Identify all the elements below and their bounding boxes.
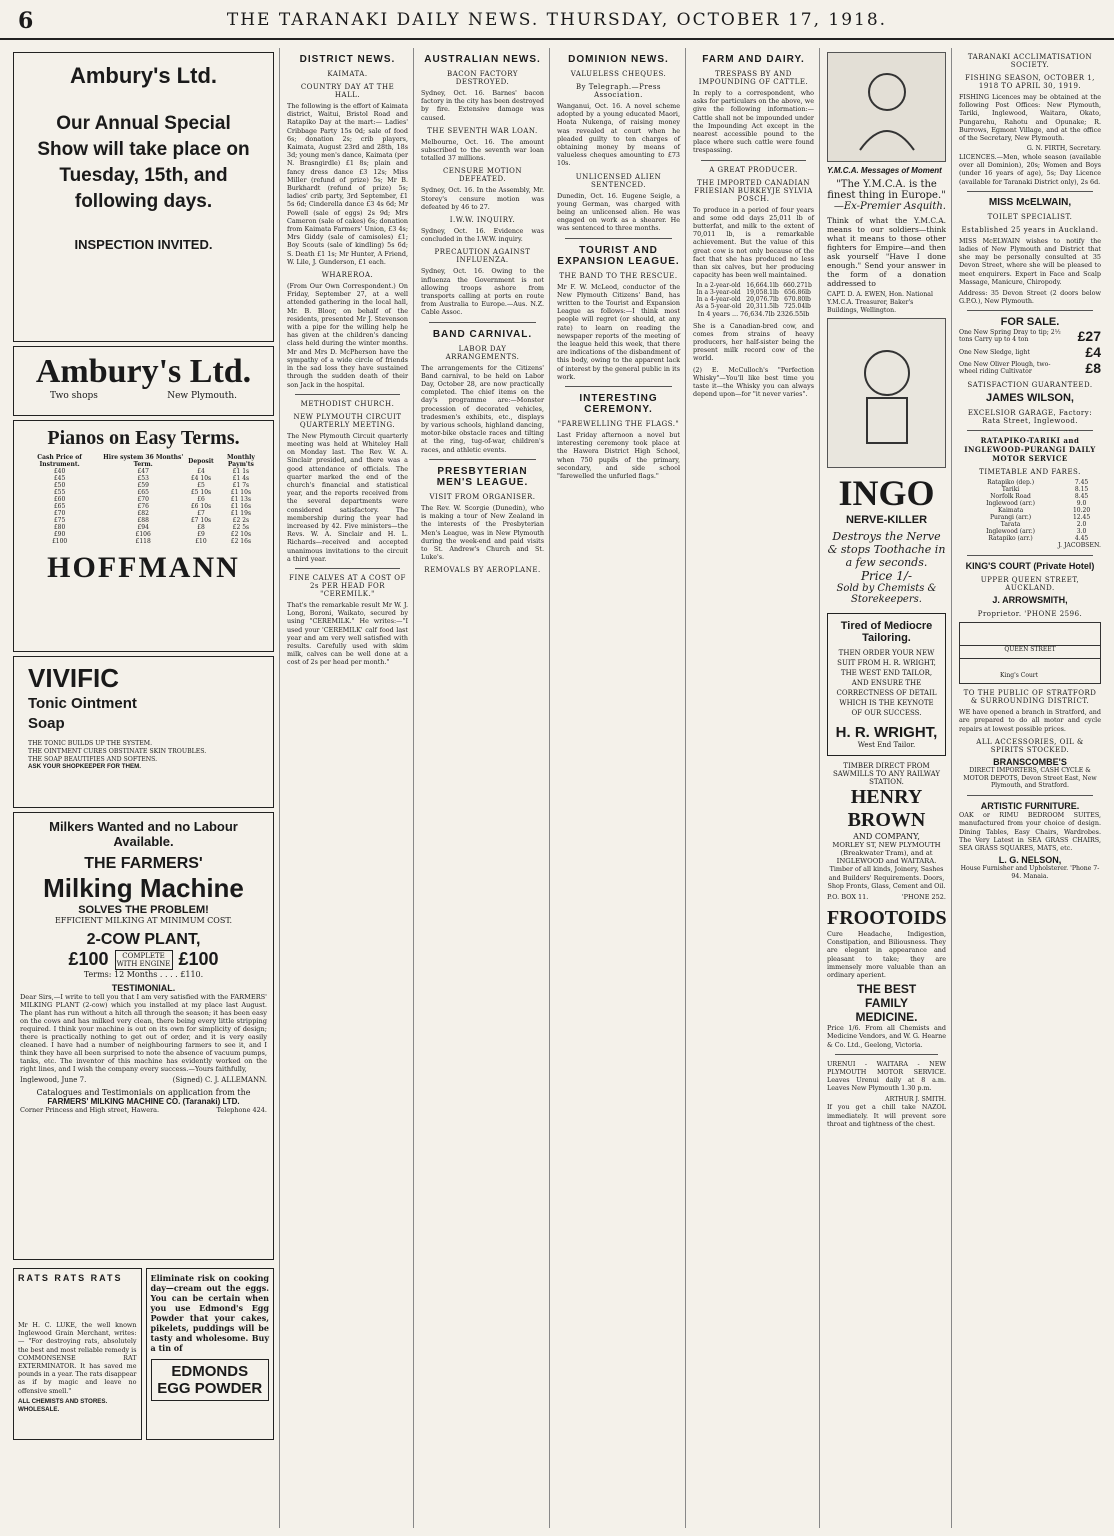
table-cell: £4 xyxy=(197,468,205,475)
article-paragraph: (From Our Own Correspondent.) On Friday, September 27, at a well attended gathering in the local hall, Mr. B. Bloor, on behalf of the residents, presented Mr J. Stevenson with a pipe for the willing help he has given at the children's dancing class held during the winter months. Mr and Mrs D. McPherson have the sympathy of a wide circle of friends in the sad loss they have sustained through the sudden death of their son Jack in the hospital. xyxy=(287,282,408,389)
table-cell: £40 xyxy=(53,468,66,475)
table-cell: Tariki xyxy=(1001,486,1020,494)
ingo-tag: NERVE-KILLER xyxy=(845,514,928,527)
table-cell: £94 xyxy=(137,524,149,531)
table-cell: 20,076.7lb xyxy=(746,296,779,304)
wilson-garage: EXCELSIOR GARAGE, Factory: Rata Street, Inglewood. xyxy=(967,409,1093,426)
table-cell: £76 xyxy=(137,503,149,510)
section-subheading: TRESPASS BY AND IMPOUNDING OF CATTLE. xyxy=(698,70,809,86)
secretary-name: G. N. FIRTH, Secretary. xyxy=(1026,145,1101,153)
table-cell: In a 3-year-old xyxy=(696,289,741,297)
frootoids-ad xyxy=(827,907,946,1049)
table-row xyxy=(20,475,267,482)
accessories-line: ALL ACCESSORIES, OIL & SPIRITS STOCKED. xyxy=(976,737,1084,754)
edmonds-text: Eliminate risk on cooking day—cream out the eggs. You can be certain when you use Edmond's Egg Powder that your cakes, pikelets, puddings will be tasty and wholesome. Buy a tin of xyxy=(150,1273,269,1353)
table-row xyxy=(20,510,267,517)
col-header: Deposit xyxy=(188,457,214,465)
testimonial-signature: (Signed) C. J. ALLEMANN. xyxy=(172,1076,267,1084)
article-paragraph: (2) E. McCulloch's "Perfection Whisky"—You'll like best time you taste it—the Whisky you can always depend upon—for "it never varies". xyxy=(693,365,814,399)
map-location-label: King's Court xyxy=(1000,672,1039,680)
section-subheading: I.W.W. INQUIRY. xyxy=(449,216,516,225)
table-cell: £4 10s xyxy=(190,475,212,482)
classifieds-column xyxy=(954,48,1106,1528)
mcelwain-body: MISS McELWAIN wishes to notify the ladies of New Plymouth and District that she may be personally consulted at 35 Devon Street, where she will be pleased to meet enquirers. Expert in Face and Scalp Massage, Manicure, Chiropody. xyxy=(959,236,1101,286)
article-paragraph: Sydney, Oct. 16. In the Assembly, Mr. Storey's censure motion was defeated by 46 to 27. xyxy=(421,186,544,211)
furniture-body: OAK or RIMU BEDROOM SUITES, manufactured from your choice of design. Dining Tables, Easy Chairs, Wardrobes. The Very Latest in SEA GRASS CHAIRS, SEA GRASS SQUARES, MATS, etc. xyxy=(959,811,1101,853)
article-paragraph: Sydney, Oct. 16. Barnes' bacon factory in the city has been destroyed by fire. Extensive damage was caused. xyxy=(421,89,544,122)
ambury-name-large: Ambury's Ltd. xyxy=(35,353,252,390)
sale-item: One New Sledge, light xyxy=(959,348,1030,356)
table-row xyxy=(20,517,267,524)
vivific-ad xyxy=(13,656,274,808)
article-paragraph: In reply to a correspondent, who asks for particulars on the above, we give the following information:— Cattle shall not be impounded under the Impounding Act except in the nearest accessible pound to the place where such cattle were found trespassing. xyxy=(693,89,814,155)
ambury-shops-ad xyxy=(13,346,274,416)
tourist-league-heading: TOURIST AND EXPANSION LEAGUE. xyxy=(557,244,680,267)
table-cell: £118 xyxy=(135,538,151,545)
licence-fees: LICENCES.—Men, whole season (available over all Dominion), 20s; Women and Boys (under 16 years of age), 5s; Day Licence (available for Taranaki District only), 2s 6d. xyxy=(959,153,1101,186)
fishing-season: FISHING SEASON, OCTOBER 1, 1918 TO APRIL 30, 1919. xyxy=(965,74,1095,90)
table-cell: £1 7s xyxy=(232,482,250,489)
ambury-show-text: Our Annual Special Show will take place on Tuesday, 15th, and following days. xyxy=(37,113,250,212)
newspaper-title: THE TARANAKI DAILY NEWS. THURSDAY, OCTOBER 17, 1918. xyxy=(226,10,888,30)
table-row xyxy=(20,538,267,545)
table-cell: Inglewood (arr.) xyxy=(986,528,1036,536)
table-cell: £1 16s xyxy=(230,503,252,510)
ingo-slogan: Destroys the Nerve & stops Toothache in a few seconds. xyxy=(827,530,946,570)
branscombe-address: DIRECT IMPORTERS, CASH CYCLE & MOTOR DEPOTS, Devon Street East, New Plymouth, and Stratford. xyxy=(963,766,1097,790)
rats-ad xyxy=(13,1268,142,1440)
jacobsen-name: J. JACOBSEN. xyxy=(1058,542,1101,550)
table-row xyxy=(959,493,1101,500)
australian-news-heading: AUSTRALIAN NEWS. xyxy=(424,54,541,65)
page-number: 6 xyxy=(18,8,34,34)
vivific-product: Tonic Ointment Soap xyxy=(28,695,137,732)
article-paragraph: Sydney, Oct. 16. Evidence was concluded in the I.W.W. inquiry. xyxy=(421,227,544,244)
table-row xyxy=(693,289,814,296)
rats-heading: RATS RATS RATS xyxy=(18,1273,123,1283)
milking-telephone: Telephone 424. xyxy=(216,1106,267,1114)
section-subheading: CENSURE MOTION DEFEATED. xyxy=(442,167,523,184)
table-cell: £90 xyxy=(53,531,66,538)
henry-brown-body: Timber of all kinds, Joinery, Sashes and Builders' Requirements. Doors, Shop Fronts, Glass, Cement and Oil. xyxy=(827,865,946,890)
table-cell: £70 xyxy=(53,510,66,517)
table-cell: 8.45 xyxy=(1074,493,1089,501)
vivific-line: THE SOAP BEAUTIFIES AND SOFTENS. xyxy=(28,755,158,763)
henry-brown-ad xyxy=(827,762,946,901)
henry-brown-and: AND COMPANY, xyxy=(853,832,920,842)
table-row xyxy=(20,531,267,538)
ads-column-left xyxy=(8,48,280,1528)
milking-company: FARMERS' MILKING MACHINE CO. (Taranaki) LTD. xyxy=(47,1097,240,1106)
milking-complete: COMPLETE WITH ENGINE xyxy=(115,950,173,970)
table-cell: Kaimata xyxy=(997,507,1024,515)
table-cell: In a 4-year-old xyxy=(696,296,741,304)
society-name: TARANAKI ACCLIMATISATION SOCIETY. xyxy=(967,53,1093,69)
rats-body: Mr H. C. LUKE, the well known Inglewood Grain Merchant, writes:— "For destroying rats, absolutely the best and most reliable remedy is COMMONSENSE RAT EXTERMINATOR. It has saved me pounds in a year. The rats disappear as if by magic and leave no offensive smell." xyxy=(18,1321,137,1395)
wright-sub: West End Tailor. xyxy=(857,741,916,750)
table-row xyxy=(693,282,814,289)
section-subheading: "FAREWELLING THE FLAGS." xyxy=(557,420,680,429)
table-cell: £75 xyxy=(53,517,66,524)
table-row xyxy=(20,524,267,531)
milking-catalogues: Catalogues and Testimonials on application from the xyxy=(36,1088,251,1097)
wright-tailor-ad xyxy=(827,613,946,756)
milking-plant: 2-COW PLANT, xyxy=(86,931,201,948)
table-row xyxy=(20,482,267,489)
vivific-line: THE TONIC BUILDS UP THE SYSTEM. xyxy=(28,740,153,747)
stratford-body: WE have opened a branch in Stratford, and are prepared to do all motor and cycle repairs at lowest possible prices. xyxy=(959,708,1101,733)
article-paragraph: Sydney, Oct. 16. Owing to the influenza the Government is not allowing troops ashore from transports calling at ports en route from Australia to Europe.—Aus. N.Z. Cable Assoc. xyxy=(421,267,544,317)
table-cell: Tarata xyxy=(1000,521,1021,529)
table-cell: £7 10s xyxy=(190,517,212,524)
milking-efficient: EFFICIENT MILKING AT MINIMUM COST. xyxy=(54,916,233,925)
milking-machine-ad xyxy=(13,812,274,1260)
article-paragraph: She is a Canadian-bred cow, and comes from strains of heavy producers, her half-sister being the present milk record cow of the world. xyxy=(693,321,814,363)
table-cell: £5 10s xyxy=(190,489,212,496)
henry-brown-phone: 'PHONE 252. xyxy=(901,893,946,901)
sale-price: £4 xyxy=(1085,344,1101,361)
article-paragraph: Last Friday afternoon a novel but interesting ceremony took place at the Hawera District High School, when 750 pupils of the primary, secondary, and side school "farewelled the unfurled flags." xyxy=(557,431,680,481)
table-cell: 660.271b xyxy=(783,282,812,290)
testimonial-heading: TESTIMONIAL. xyxy=(111,983,176,993)
satisfaction: SATISFACTION GUARANTEED. xyxy=(967,381,1093,390)
table-cell: £2 16s xyxy=(230,538,252,545)
henry-brown-po: P.O. BOX 11. xyxy=(827,893,869,901)
kings-court-address: UPPER QUEEN STREET, AUCKLAND. xyxy=(980,576,1080,593)
article-paragraph: Dunedin, Oct. 16. Eugene Seigle, a young German, was charged with being an unlicensed alien. He was engaged on work as a shearer. He was sentenced to three months. xyxy=(557,191,680,233)
table-row xyxy=(20,468,267,475)
section-subheading: VISIT FROM ORGANISER. xyxy=(429,492,536,501)
mcelwain-title: TOILET SPECIALIST. xyxy=(987,212,1073,221)
vivific-name: VIVIFIC xyxy=(28,663,120,693)
kings-court-map xyxy=(959,622,1101,684)
wright-title: Tired of Mediocre Tailoring. xyxy=(840,620,933,645)
article-paragraph: Melbourne, Oct. 16. The amount subscribed to the seventh war loan totalled 37 millions. xyxy=(421,137,544,163)
motor-service-title: RATAPIKO-TARIKI and INGLEWOOD-PURANGI DAILY MOTOR SERVICE xyxy=(964,436,1096,464)
wilson-name: JAMES WILSON, xyxy=(985,392,1074,405)
timetable-title: TIMETABLE AND FARES. xyxy=(979,468,1081,477)
article-paragraph: To produce in a period of four years and some odd days 25,011 lb of butterfat, and milk to the extent of 70,011 lb, is a remarkable achievement. But the value of this great cow is not only because of the fact that she has produced no less than six calves, but her producing capacity has been well maintained. xyxy=(693,205,814,280)
table-row xyxy=(959,479,1101,486)
nelson-sub: House Furnisher and Upholsterer. 'Phone 7-94. Manaia. xyxy=(960,865,1100,881)
col-header: Hire system 36 Months' Term. xyxy=(103,454,184,468)
australian-news-column xyxy=(416,48,550,1528)
arrowsmith-proprietor: Proprietor. 'PHONE 2596. xyxy=(977,610,1083,619)
section-subheading: PRECAUTION AGAINST INFLUENZA. xyxy=(434,248,531,265)
table-cell: 16,664.1lb xyxy=(746,282,779,290)
table-cell: 4.45 xyxy=(1074,535,1089,543)
farm-dairy-heading: FARM AND DAIRY. xyxy=(702,54,805,65)
henry-brown-name: HENRY BROWN xyxy=(847,786,926,832)
table-row xyxy=(20,496,267,503)
table-cell: 10.20 xyxy=(1072,507,1091,515)
milking-price-left: £100 xyxy=(68,949,109,969)
table-cell: £80 xyxy=(53,524,66,531)
edmonds-ad xyxy=(146,1268,275,1440)
article-paragraph: Mr F. W. McLeod, conductor of the New Plymouth Citizens' Band, has written to the Tourist and Expansion League as follows:—I think most people will regret (or should, at any rate) to learn on reading the newspaper reports of the meeting of the league held this week, that there are indications of the disbandment of this body, owing to the apparent lack of interest by the general public in its work. xyxy=(557,282,680,381)
mcelwain-name: MISS McELWAIN, xyxy=(988,196,1072,208)
hoffmann-brand: HOFFMANN xyxy=(47,551,240,584)
milking-address: Corner Princess and High street, Hawera. xyxy=(20,1106,160,1114)
table-cell: £47 xyxy=(137,468,149,475)
band-heading: BAND CARNIVAL. xyxy=(432,328,533,340)
testimonial-body: Dear Sirs,—I write to tell you that I am very satisfied with the FARMERS' MILKING PLANT (2-cow) which you installed at my place last August. The plant has run without a hitch all through the season; it has been easy on the cows and has milked very clean, there being every little stripping required. I think your machine is out on its own for simplicity of design; there is practically nothing to get out of order, and it is very easily cleaned. I have had a number of neighbouring farmers to see it, and I think they have all been surprised to note the absence of vacuum pumps, tanks, etc. The inventor of this machine has evidently worked on the right lines, and I wish the company every success.—Yours faithfully, xyxy=(20,993,267,1073)
timber-line: TIMBER DIRECT FROM SAWMILLS TO ANY RAILWAY STATION. xyxy=(832,762,941,787)
ymca-title: Y.M.C.A. Messages of Moment xyxy=(827,166,942,175)
milking-price-right: £100 xyxy=(178,949,219,969)
table-cell: 656.86lb xyxy=(784,289,811,297)
section-subheading: NEW PLYMOUTH CIRCUIT QUARTERLY MEETING. xyxy=(293,412,402,429)
table-row xyxy=(959,528,1101,535)
mcelwain-established: Established 25 years in Auckland. xyxy=(961,225,1099,234)
ingo-brand: INGO xyxy=(838,473,935,514)
timetable xyxy=(959,479,1101,542)
kings-court-name: KING'S COURT (Private Hotel) xyxy=(965,561,1095,572)
table-cell: As a 5-year-old xyxy=(695,303,742,311)
byline: By Telegraph.—Press Association. xyxy=(575,83,662,99)
section-subheading: LABOR DAY ARRANGEMENTS. xyxy=(445,344,520,361)
ceremony-heading: INTERESTING CEREMONY. xyxy=(579,393,658,416)
table-cell: 20,311.5lb xyxy=(746,303,779,311)
table-row xyxy=(959,521,1101,528)
table-cell: 9.0 xyxy=(1076,500,1087,508)
dominion-news-heading: DOMINION NEWS. xyxy=(568,54,669,65)
table-cell: £2 5s xyxy=(232,524,250,531)
ymca-author: —Ex-Premier Asquith. xyxy=(833,201,946,212)
nazol-text: If you get a chill take NAZOL immediately. It will prevent sore throat and tightness of the chest. xyxy=(827,1103,946,1128)
table-cell: £8 xyxy=(197,524,205,531)
table-cell: £88 xyxy=(137,517,149,524)
section-subheading: THE SEVENTH WAR LOAN. xyxy=(427,126,538,135)
testimonial-place: Inglewood, June 7. xyxy=(20,1076,87,1084)
section-subheading: A GREAT PRODUCER. xyxy=(709,165,798,174)
table-row xyxy=(20,503,267,510)
section-subheading: THE IMPORTED CANADIAN FRIESIAN BURKEYJE SYLVIA POSCH. xyxy=(694,178,813,203)
table-cell: Purangi (arr.) xyxy=(990,514,1032,522)
table-cell: £1 4s xyxy=(232,475,250,482)
section-subheading: WHAREROA. xyxy=(321,271,374,280)
table-row xyxy=(959,507,1101,514)
frootoids-name: FROOTOIDS xyxy=(827,907,947,929)
frootoids-price: Price 1/6. From all Chemists and Medicine Vendors, and W. G. Hearne & Co. Ltd., Geelong, Victoria. xyxy=(827,1024,946,1049)
frootoids-medicine: MEDICINE. xyxy=(855,1010,918,1025)
ymca-addressee: CAPT. D. A. EWEN, Hon. National Y.M.C.A. Treasurer, Baker's Buildings, Wellington. xyxy=(827,291,933,314)
table-cell: £50 xyxy=(53,482,66,489)
table-cell: £6 xyxy=(197,496,205,503)
col-header: Cash Price of Instrument. xyxy=(37,454,82,468)
table-row xyxy=(959,514,1101,521)
asquith-portrait-icon xyxy=(827,52,946,162)
district-news-heading: DISTRICT NEWS. xyxy=(299,54,396,65)
section-subheading: BACON FACTORY DESTROYED. xyxy=(447,70,518,86)
toothache-illustration-icon xyxy=(827,318,946,468)
ingo-price: Price 1/- xyxy=(860,569,913,584)
table-cell: £82 xyxy=(137,510,149,517)
table-cell: In a 2-year-old xyxy=(696,282,741,290)
table-row xyxy=(959,535,1101,542)
table-cell: 7.45 xyxy=(1074,479,1089,487)
table-row xyxy=(693,303,814,310)
frootoids-body: Cure Headache, Indigestion, Constipation, and Biliousness. They are elegant in appearance and pleasant to take; they are immensely more valuable than an ordinary aperient. xyxy=(827,930,946,980)
table-cell: 670.80lb xyxy=(784,296,811,304)
table-cell: £1 10s xyxy=(230,489,252,496)
branscombe-name: BRANSCOMBE'S xyxy=(993,756,1067,767)
urenui-name: ARTHUR J. SMITH. xyxy=(885,1095,946,1103)
milking-product: Milking Machine xyxy=(43,873,244,903)
article-paragraph: Wanganui, Oct. 16. A novel scheme adopted by a young educated Maori, Hoata Nukenga, of raising money was revealed at court when he pleaded guilty to ten charges of obtaining money by means of valueless cheques amounting to £73 10s. xyxy=(557,102,680,168)
section-subheading: UNLICENSED ALIEN SENTENCED. xyxy=(575,172,662,189)
milking-headline: Milkers Wanted and no Labour Available. xyxy=(49,819,238,849)
table-cell: £45 xyxy=(53,475,66,482)
dominion-news-column xyxy=(552,48,686,1528)
sale-item: One New Spring Dray to tip; 2½ tons Carry up to 4 ton xyxy=(959,328,1061,344)
sale-item: One New Oliver Plough, two-wheel riding Cultivator xyxy=(959,360,1051,376)
table-cell: £65 xyxy=(53,503,66,510)
table-cell: £9 xyxy=(197,531,205,538)
edmonds-brand: EDMONDS EGG POWDER xyxy=(151,1359,270,1401)
table-cell: £2 10s xyxy=(230,531,252,538)
table-cell: £59 xyxy=(137,482,149,489)
article-paragraph: The New Plymouth Circuit quarterly meeting was held at Whiteley Hall on Monday last. The Rev. W. A. Sinclair presided, and there was a good attendance of officials. The quarter marked the end of the church's financial and statistical year, and the reports received from the several departments were considered satisfactory. The membership during the year had increased by 42. Five ministers—the Revs. W. A. Sinclair and H. L. Richards—received and accepted unanimous invitations to the circuit a third year. xyxy=(287,431,408,563)
table-cell: £10 xyxy=(195,538,207,545)
table-cell: 8.15 xyxy=(1074,486,1089,494)
ymca-quote: "The Y.M.C.A. is the finest thing in Europe." xyxy=(827,179,946,201)
table-cell: Inglewood (arr.) xyxy=(986,500,1036,508)
table-cell: Ratapiko (dep.) xyxy=(987,479,1035,487)
table-row xyxy=(693,296,814,303)
section-subheading: REMOVALS BY AEROPLANE. xyxy=(424,566,541,575)
table-cell: £1 1s xyxy=(232,468,250,475)
ambury-shops-left: Two shops xyxy=(50,391,98,401)
table-cell: £70 xyxy=(137,496,149,503)
arrowsmith-name: J. ARROWSMITH, xyxy=(992,595,1068,606)
frootoids-family: FAMILY xyxy=(865,996,908,1011)
farm-dairy-column xyxy=(688,48,820,1528)
table-cell: £1 19s xyxy=(230,510,252,517)
henry-brown-address: MORLEY ST, NEW PLYMOUTH (Breakwater Tram), and at INGLEWOOD and WAITARA. xyxy=(832,841,941,866)
table-cell: £60 xyxy=(53,496,66,503)
col-header: Monthly Paym'ts xyxy=(226,454,255,468)
section-subheading: METHODIST CHURCH. xyxy=(300,399,395,408)
sale-price: £8 xyxy=(1085,360,1101,377)
section-subheading: VALUELESS CHEQUES. xyxy=(570,70,667,78)
table-row xyxy=(959,500,1101,507)
ambury-show-ad xyxy=(13,52,274,342)
stratford-heading: TO THE PUBLIC OF STRATFORD & SURROUNDING DISTRICT. xyxy=(963,689,1097,706)
table-cell: £55 xyxy=(53,489,66,496)
table-cell: Norfolk Road xyxy=(990,493,1031,501)
butterfat-total: In 4 years ... 76,634.7lb 2326.55lb xyxy=(697,310,810,319)
masthead xyxy=(0,0,1114,40)
table-cell: £65 xyxy=(137,489,149,496)
section-subheading: FINE CALVES AT A COST OF 2s PER HEAD FOR "CEREMILK." xyxy=(289,573,406,598)
nelson-name: L. G. NELSON, xyxy=(998,855,1062,866)
ingo-sold: Sold by Chemists & Storekeepers. xyxy=(836,583,937,606)
butterfat-table xyxy=(693,282,814,310)
section-subheading: KAIMATA. xyxy=(327,70,368,78)
vivific-line: THE OINTMENT CURES OBSTINATE SKIN TROUBLES. xyxy=(28,747,207,755)
furniture-heading: ARTISTIC FURNITURE. xyxy=(980,801,1080,812)
article-paragraph: The following is the effort of Kaimata district, Waitui, Bristol Road and Ratapiko Day at the mart:— Ladies' Cribbage Party 15s 0d; sale of food 6s; donation 2s; crib players, Kaimata, August 23rd and 28th, 18s 3d; young men's dance, Kaimata (per N. Brasngirdle) £1 8s; plain and fancy dress dance £3 12s; Miss Miller (refund of prize) 5s; Mr B. Burkhardt (refund of prize) 5s; ladies' crib party, 3rd September, £1 5s 6d; Cinderella dance £3 4s 6d; Mr Powell (sale of eggs) 2s 9d; Mrs Cameron (sale of cakes) 6s; donation from Kaimata Farmers' Union, £3 4s; Mrs Giddy (sale of camisoles) £1; Boy Scouts (sale of kindling) 5s 6d; S. Death £1 1s; Mr Hunter, A Friend, W. Lile, J. Gunderson, £1 each. xyxy=(287,102,408,266)
wright-name: H. R. WRIGHT, xyxy=(835,724,938,742)
piano-price-table xyxy=(20,454,267,545)
article-paragraph: The Rev. W. Scorgie (Dunedin), who is making a tour of New Zealand in the interests of the Presbyterian Men's League, was in New Plymouth during the week-end and paid visits to St. Andrew's Church and St. Luke's. xyxy=(421,503,544,562)
ads-column-right xyxy=(822,48,952,1528)
table-cell: £2 2s xyxy=(232,517,250,524)
table-cell: 3.0 xyxy=(1076,528,1087,536)
table-cell: 12.45 xyxy=(1072,514,1091,522)
article-paragraph: That's the remarkable result Mr W. J. Long, Boroni, Waikato, secured by using "CEREMILK." He writes:—"I used your 'CEREMILK' calf food last year and am very well satisfied with results. Carefully used with skim milk, calves can be well done at a cost of 2s per head per month." xyxy=(287,600,408,667)
map-street-label: QUEEN STREET xyxy=(960,645,1100,659)
table-cell: £5 xyxy=(197,482,205,489)
vivific-cta: ASK YOUR SHOPKEEPER FOR THEM. xyxy=(28,763,141,771)
table-cell: 19,058.1lb xyxy=(746,289,779,297)
fishing-licences: FISHING Licences may be obtained at the following Post Offices: New Plymouth, Tariki, Inglewood, Waitara, Okato, Pungarehu, Rahotu and Opunake; R. Burrows, Egmont Village, and at the office of the Secretary, New Plymouth. xyxy=(959,93,1101,143)
table-cell: £6 10s xyxy=(190,503,212,510)
district-news-column xyxy=(282,48,414,1528)
mcelwain-address: Address: 35 Devon Street (2 doors below G.P.O.), New Plymouth. xyxy=(959,289,1101,306)
table-row xyxy=(20,489,267,496)
milking-solves: SOLVES THE PROBLEM! xyxy=(78,904,209,916)
table-cell: £7 xyxy=(197,510,205,517)
ymca-body: Think of what the Y.M.C.A. means to our soldiers—think what it means to those other fighters for Empire—and then ask yourself "Have I done enough." Send your answer in the form of a donation addressed to xyxy=(827,216,946,288)
pianos-ad xyxy=(13,420,274,652)
milking-terms: Terms: 12 Months . . . . £110. xyxy=(83,970,204,979)
for-sale-heading: FOR SALE. xyxy=(1000,316,1060,329)
table-row xyxy=(959,486,1101,493)
section-subheading: COUNTRY DAY AT THE HALL. xyxy=(300,83,395,99)
ambury-name: Ambury's Ltd. xyxy=(69,63,218,88)
ambury-shops-right: New Plymouth. xyxy=(167,391,237,401)
table-cell: £53 xyxy=(137,475,149,482)
milking-brand: THE FARMERS' xyxy=(84,855,203,872)
table-cell: Ratapiko (arr.) xyxy=(988,535,1033,543)
table-cell: £100 xyxy=(51,538,68,545)
frootoids-best: THE BEST xyxy=(856,982,917,997)
urenui-body: URENUI - WAITARA - NEW PLYMOUTH MOTOR SERVICE. Leaves Urenui daily at 8 a.m. Leaves New Plymouth 1.30 p.m. xyxy=(827,1059,946,1093)
table-cell: 2.0 xyxy=(1076,521,1087,529)
pianos-title: Pianos on Easy Terms. xyxy=(47,427,240,449)
ambury-invite: INSPECTION INVITED. xyxy=(74,237,213,252)
section-subheading: THE BAND TO THE RESCUE. xyxy=(559,271,678,280)
table-cell: £106 xyxy=(135,531,151,538)
table-cell: £1 13s xyxy=(230,496,252,503)
wright-body: THEN ORDER YOUR NEW SUIT FROM H. R. WRIGHT, THE WEST END TAILOR, AND ENSURE THE CORRECTNESS OF DETAIL WHICH IS THE KEYNOTE OF OUR SUCCESS. xyxy=(836,649,937,718)
sale-price: £27 xyxy=(1077,328,1101,345)
table-cell: 725.04lb xyxy=(784,303,811,311)
presbyterian-heading: PRESBYTERIAN MEN'S LEAGUE. xyxy=(436,465,529,488)
article-paragraph: The arrangements for the Citizens' Band carnival, to be held on Labor Day, October 28, are now practically completed. The chief items on the day's programme are:—Monster procession of decorated vehicles, tradesmen's exhibits, etc., displays by various schools, highland dancing, motor-bike obstacle races and tilting at the ring, tug-of-war, children's races, and athletic events. xyxy=(421,363,544,454)
rats-footer: ALL CHEMISTS AND STORES. WHOLESALE. xyxy=(18,1397,108,1413)
